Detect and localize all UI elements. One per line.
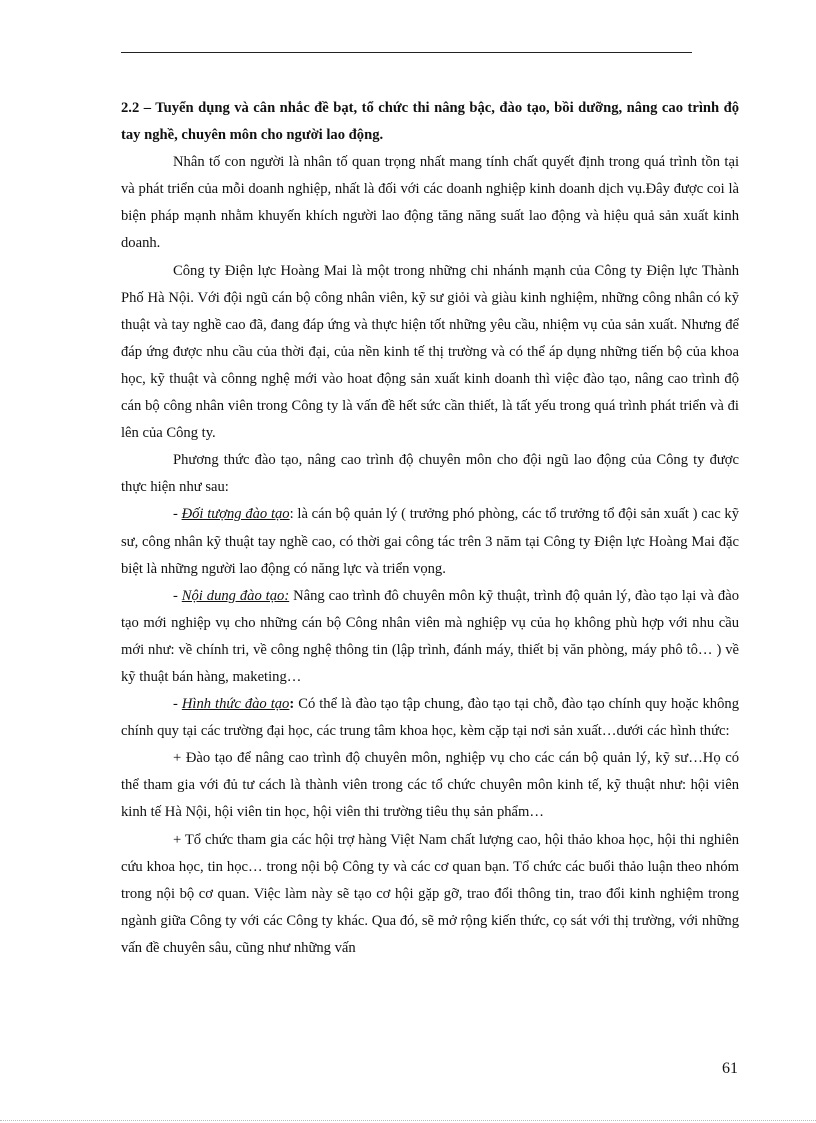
target-label: Đối tượng đào tạo (181, 506, 290, 523)
form-text: Có thể là đào tạo tập chung, đào tạo tại chỗ, đào tạo chính quy hoặc không chính quy tại các trường đại học, các trung tâm khoa học, kèm cặp tại nơi sản xuất…dưới các hình thức: (121, 696, 739, 740)
paragraph-intro: Nhân tố con người là nhân tố quan trọng nhất mang tính chất quyết định trong quá trình tồn tại và phát triển của mỗi doanh nghiệp, nhất là đối với các doanh nghiệp kinh doanh dịch vụ.Đây được coi là biện pháp mạnh nhằm khuyến khích người lao động tăng năng suất lao động và hiệu quả sản xuất kinh doanh. (121, 154, 739, 252)
paragraph-content (121, 583, 739, 691)
page-number: 61 (722, 1060, 738, 1077)
paragraph-form (121, 691, 739, 745)
paragraph-plus-training: + Đào tạo để nâng cao trình độ chuyên môn, nghiệp vụ cho các cán bộ quản lý, kỹ sư…Họ có thể tham gia với đủ tư cách là thành viên trong các tổ chức chuyên môn kinh tế, kỹ thuật như: hội viên kinh tế Hà Nội, hội viên tin học, hội viên thi trường tiêu thụ sản phẩm… (121, 750, 739, 821)
document-body (121, 95, 739, 962)
form-label: Hình thức đào tạo (181, 696, 290, 713)
header-rule (121, 52, 692, 53)
content-prefix: - (173, 587, 182, 604)
target-text: : là cán bộ quản lý ( trưởng phó phòng, các tổ trưởng tổ đội sản xuất ) cac kỹ sư, công nhân kỹ thuật tay nghề cao, có thời gai công tác trên 3 năm tại Công ty Điện lực Hoàng Mai đặc biệt là những người lao động có năng lực và triển vọng. (121, 506, 739, 577)
paragraph-methods: Phương thức đào tạo, nâng cao trình độ chuyên môn cho đội ngũ lao động của Công ty được thực hiện như sau: (121, 452, 739, 496)
target-prefix: - (173, 506, 182, 523)
page-bottom-border (0, 1120, 816, 1121)
form-prefix: - (173, 696, 182, 713)
content-text: Nâng cao trình đô chuyên môn kỹ thuật, trình độ quản lý, đào tạo lại và đào tạo mới nghiệp vụ cho những cán bộ Công nhân viên mà nghiệp vụ của họ không phù hợp với nhu cầu mới như: về chính tri, về công nghệ thông tin (lập trình, đánh máy, thiết bị văn phòng, máy phô tô… ) về kỹ thuật bán hàng, maketing… (121, 587, 739, 685)
paragraph-target (121, 501, 739, 582)
paragraph-plus-events: + Tổ chức tham gia các hội trợ hàng Việt Nam chất lượng cao, hội thảo khoa học, hội thi nghiên cứu khoa học, tin học… trong nội bộ Công ty và các cơ quan bạn. Tổ chức các buổi thảo luận theo nhóm trong nội bộ cơ quan. Việc làm này sẽ tạo cơ hội gặp gỡ, trao đổi thông tin, trao đổi kinh nghiệm trong ngành giữa Công ty với các Công ty khác. Qua đó, sẽ mở rộng kiến thức, cọ sát với thị trường, với những vấn đề chuyên sâu, cũng như những vấn (121, 831, 739, 956)
section-heading: 2.2 – Tuyển dụng và cân nhắc đề bạt, tổ chức thi nâng bậc, đào tạo, bồi dưỡng, nâng cao trình độ tay nghề, chuyên môn cho người lao động. (121, 100, 739, 144)
form-colon: : (289, 696, 295, 713)
paragraph-company: Công ty Điện lực Hoàng Mai là một trong những chi nhánh mạnh của Công ty Điện lực Thành Phố Hà Nội. Với đội ngũ cán bộ công nhân viên, kỹ sư giỏi và giàu kinh nghiệm, những công nhân có kỹ thuật và tay nghề cao đã, đang đáp ứng và thực hiện tốt những yêu cầu, nhiệm vụ của sản xuất. Nhưng để đáp ứng được nhu cầu của thời đại, của nền kinh tế thị trường và có thể áp dụng những tiến bộ của khoa học, kỹ thuật và cônng nghệ mới vào hoat động sản xuất kinh doanh thì việc đào tạo, nâng cao trình độ cán bộ công nhân viên trong Công ty là vấn đề hết sức cần thiết, là tất yếu trong quá trình phát triển và đi lên của Công ty. (121, 262, 739, 442)
content-label: Nội dung đào tạo: (181, 587, 290, 604)
